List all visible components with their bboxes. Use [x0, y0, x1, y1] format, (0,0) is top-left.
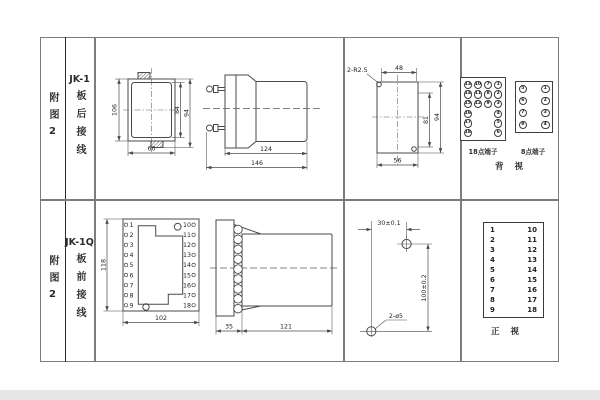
terminal-row	[464, 129, 503, 138]
row1-model-cell	[65, 37, 94, 199]
dim-hole-spacing-x-label: 30±0.1	[377, 220, 401, 227]
dim-hole-spacing-y-label: 100±0.2	[421, 274, 428, 302]
dim-depth1-label: 124	[259, 146, 273, 153]
terminal-number: 14	[527, 265, 537, 274]
terminal-label-2: 2	[129, 231, 134, 239]
terminal-label-7: 7	[129, 282, 134, 290]
terminal-number: 7	[490, 285, 495, 294]
terminal-pair-row	[490, 307, 537, 314]
terminal-pair-row	[490, 257, 537, 264]
terminal-pair-row	[490, 247, 537, 254]
top-terminal-tab	[138, 73, 150, 80]
terminal-number: 8	[490, 295, 495, 304]
terminal-row	[464, 90, 503, 99]
dim-inner-label: 84	[174, 105, 181, 115]
terminal-block-8pt	[515, 81, 553, 133]
terminal-label-16: 16	[182, 282, 191, 290]
terminal-number: 12	[527, 245, 537, 254]
terminal-number: 16	[527, 285, 537, 294]
side-view-dimensions	[207, 132, 308, 170]
terminal-number: 15	[527, 275, 537, 284]
row2-model-cell	[65, 199, 94, 362]
screw-circle	[234, 235, 243, 244]
front-view-outline	[123, 68, 180, 152]
row2-wiring-label: 板前接线	[74, 252, 85, 325]
row1-figure-label: 附图2	[47, 92, 58, 144]
terminal-screw-column	[234, 225, 243, 313]
terminal-circle-12: 12	[474, 100, 483, 109]
terminal-pair-row	[490, 237, 537, 244]
terminal-number: 10	[527, 225, 537, 234]
terminal-label-3: 3	[129, 242, 134, 250]
terminal-circle-15: 15	[464, 100, 473, 109]
cutout-outline	[372, 75, 424, 165]
dim-width-label: 102	[154, 315, 168, 322]
terminal-circle-17: 17	[464, 119, 473, 128]
terminal-label-14: 14	[182, 262, 191, 270]
terminal-row	[519, 97, 550, 106]
dim-outer-label: 94	[183, 108, 191, 118]
terminal-circle-6: 6	[519, 97, 528, 106]
terminal-pair-row	[490, 287, 537, 294]
terminal-18pt-label: 18点端子	[468, 148, 498, 156]
terminal-row	[464, 110, 503, 119]
terminal-row	[464, 100, 503, 109]
terminal-number: 11	[527, 235, 537, 244]
terminal-pair-row	[490, 277, 537, 284]
terminal-circle-8: 8	[484, 90, 493, 99]
terminal-label-4: 4	[129, 252, 134, 260]
terminal-circle-7: 7	[484, 81, 493, 90]
terminal-label-17: 17	[182, 292, 191, 300]
dim-depth2-label: 146	[250, 160, 264, 167]
terminal-circle-11: 11	[474, 90, 483, 99]
terminal-circle-9: 9	[484, 100, 493, 109]
row2-model-label: JK-1Q	[65, 236, 94, 248]
dim-height-label: 106	[111, 103, 119, 117]
mounting-hole-top	[174, 223, 181, 230]
terminal-label-11: 11	[182, 231, 191, 239]
terminal-label-15: 15	[182, 272, 191, 280]
rear-wiring-side-view-drawing	[200, 55, 325, 173]
screw-circle	[234, 265, 243, 274]
terminal-circle-2: 2	[494, 90, 503, 99]
terminal-circle-4: 4	[541, 121, 550, 130]
table-divider-horizontal	[40, 199, 559, 201]
drill-dimension-labels	[377, 220, 428, 320]
terminal-number: 3	[490, 245, 495, 254]
row1-model-label: JK-1	[69, 74, 90, 85]
row1-figure-cell	[40, 37, 65, 199]
dim-bottom-label: 56	[393, 157, 402, 165]
rear-wiring-front-view-drawing	[100, 55, 215, 167]
dim-flange-label: 35	[224, 323, 234, 331]
terminal-number: 2	[490, 235, 495, 244]
screw-circle	[234, 295, 243, 304]
terminal-number: 9	[490, 305, 495, 314]
terminal-circle-5: 5	[519, 85, 528, 94]
terminal-pair-row	[490, 267, 537, 274]
terminal-number: 17	[527, 295, 537, 304]
terminal-circle-13: 13	[464, 81, 473, 90]
terminal-number: 13	[527, 255, 537, 264]
dim-right-outer-label: 94	[434, 112, 441, 122]
terminal-label-1: 1	[129, 221, 134, 229]
terminal-block-18pt	[460, 77, 506, 141]
screw-circle	[234, 255, 243, 264]
front-view-label: 正 视	[491, 327, 523, 337]
side-view-outline	[203, 75, 320, 148]
terminal-circle-4: 4	[494, 110, 503, 119]
terminal-label-10: 10	[182, 221, 191, 229]
terminal-circle-7: 7	[519, 109, 528, 118]
panel-cutout-drawing	[345, 55, 457, 177]
row1-wiring-label: 板后接线	[74, 90, 85, 162]
screw-circle	[234, 304, 243, 313]
scan-artifact-bar	[0, 390, 600, 400]
side-view-dimensions	[216, 306, 332, 335]
terminal-circle-1: 1	[541, 85, 550, 94]
terminal-circle-5: 5	[494, 119, 503, 128]
terminal-number: 4	[490, 255, 495, 264]
rear-view-label: 背 视	[495, 162, 527, 172]
terminal-circle-3: 3	[541, 109, 550, 118]
terminal-label-13: 13	[182, 252, 191, 260]
terminal-row	[519, 121, 550, 130]
terminal-row	[464, 119, 503, 128]
front-wiring-front-view-drawing	[100, 208, 218, 340]
row2-figure-cell	[40, 199, 65, 362]
terminal-circle-6: 6	[494, 129, 503, 138]
terminal-circle-14: 14	[464, 90, 473, 99]
terminal-label-9: 9	[129, 302, 134, 310]
terminal-circle-8: 8	[519, 121, 528, 130]
terminal-number: 1	[490, 225, 495, 234]
left-terminal-labels	[124, 222, 133, 310]
dim-right-inner-label: 81	[423, 115, 430, 125]
right-terminal-labels	[183, 222, 195, 310]
row2-figure-label: 附图2	[47, 254, 58, 307]
terminal-circle-18: 18	[464, 129, 473, 138]
terminal-label-5: 5	[129, 262, 134, 270]
dim-top-label: 48	[394, 65, 404, 72]
hole-diameter-note: 2-ø5	[388, 313, 404, 320]
terminal-row	[464, 81, 503, 90]
dim-width-label: 60	[147, 145, 156, 153]
terminal-row	[519, 85, 550, 94]
terminal-number: 18	[527, 305, 537, 314]
terminal-circle-3: 3	[494, 100, 503, 109]
drilling-plan-drawing	[350, 208, 450, 343]
side-view-outline	[210, 220, 338, 316]
front-wiring-side-view-drawing	[210, 208, 340, 338]
screw-circle	[234, 225, 243, 234]
terminal-8pt-label: 8点端子	[520, 148, 546, 156]
screw-circle	[234, 285, 243, 294]
terminal-number-table	[483, 222, 544, 318]
dim-height-label: 118	[100, 258, 108, 272]
terminal-pair-row	[490, 227, 537, 234]
terminal-label-6: 6	[129, 272, 134, 280]
terminal-circle-16: 16	[464, 110, 473, 119]
terminal-label-12: 12	[182, 242, 191, 250]
terminal-row	[519, 109, 550, 118]
corner-radius-note: 2-R2.5	[347, 67, 368, 74]
terminal-pair-row	[490, 297, 537, 304]
terminal-number: 5	[490, 265, 495, 274]
screw-circle	[234, 245, 243, 254]
terminal-circle-2: 2	[541, 97, 550, 106]
terminal-number: 6	[490, 275, 495, 284]
dim-body-label: 121	[279, 323, 293, 331]
terminal-circle-1: 1	[494, 81, 503, 90]
terminal-circle-10: 10	[474, 81, 483, 90]
screw-circle	[234, 275, 243, 284]
terminal-label-8: 8	[129, 292, 134, 300]
terminal-label-18: 18	[182, 302, 191, 310]
